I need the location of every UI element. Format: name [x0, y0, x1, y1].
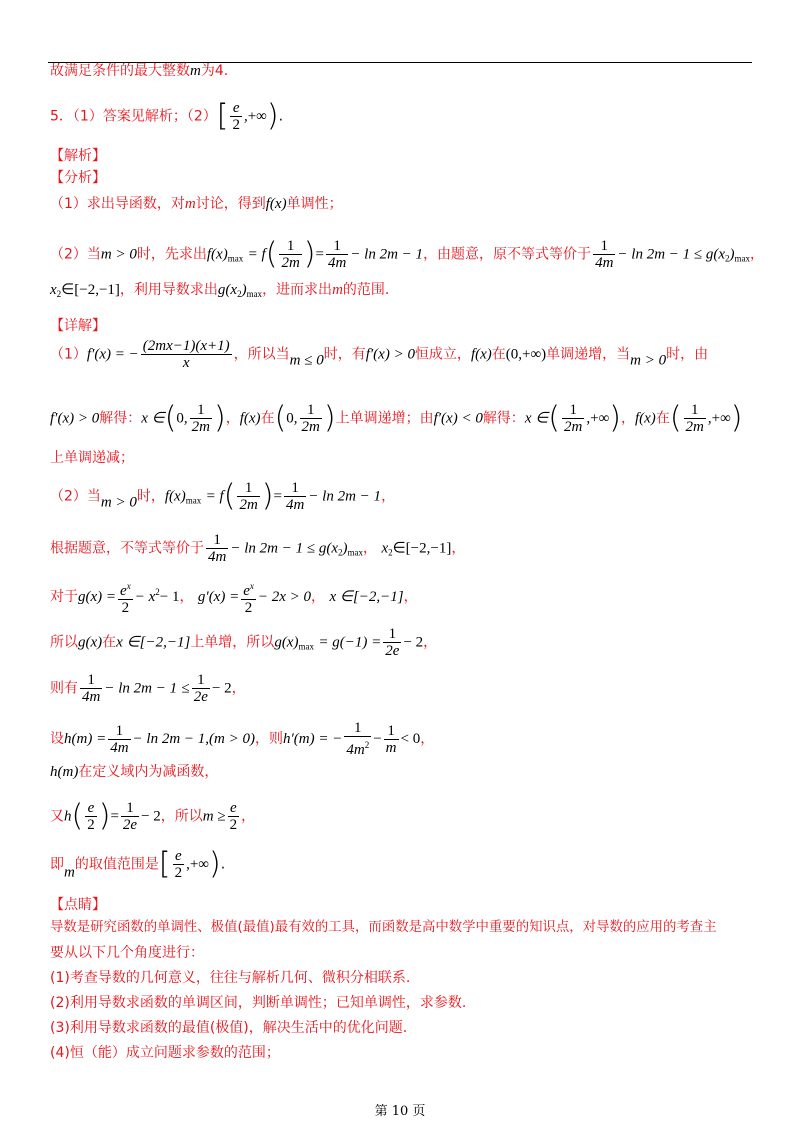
section-fenxi: 【分析】	[50, 170, 106, 186]
detail-3: 上单调递减；	[50, 450, 134, 466]
analysis-2: （2）当m > 0时，先求出$f(x)_{max} = f$( $\frac{1}{2m}$ )= $\frac{1}{4m}$ − ln 2m − 1，由题意，原不等式等价于 $\frac{1}{4m}$ − $\ln 2m - 1 \le g(x_2)_{max}$，	[50, 236, 765, 272]
detail-12: 即m的取值范围是[ $\frac{e}{2}$ ,+∞).	[50, 846, 226, 882]
detail-10: h(m)在定义域内为减函数，	[50, 764, 219, 780]
detail-4: （2）当m > 0时，$f(x)_{max} = f$( $\frac{1}{2m}$ )= $\frac{1}{4m}$ − ln 2m − 1，	[50, 478, 396, 514]
tip-paragraph-1: 导数是研究函数的单调性、极值(最值)最有效的工具，而函数是高中数学中重要的知识点，对导数的应用的考查主	[50, 920, 717, 935]
page-number: 第 10 页	[374, 1104, 426, 1119]
math-m: m	[190, 63, 201, 79]
detail-7: 所以g(x)在x ∈[−2,−1]上单增，所以$g(x)_{max} = g(-1)$ = $\frac{1}{2e}$ − 2，	[50, 626, 438, 659]
tip-item-2: (2)利用导数求函数的单调区间，判断单调性；已知单调性，求参数.	[50, 995, 467, 1011]
text: 为4.	[200, 63, 229, 79]
section-xiangjie: 【详解】	[50, 318, 106, 334]
section-jiexi: 【解析】	[50, 148, 106, 164]
detail-6: 对于g(x) = $\frac{e^x}{2}$ − $x^2- 1$， g′(x) = $\frac{e^x}{2}$ − 2x > 0， x ∈[−2,−1]，	[50, 578, 418, 616]
detail-11: 又h( $\frac{e}{2}$ )= $\frac{1}{2e}$ − 2，所以m ≥ $\frac{e}{2}$ ，	[50, 798, 256, 834]
answer-5: 5．（1）答案见解析；（2）[ $\frac{e}{2}$ ,+∞).	[50, 98, 284, 134]
detail-5: 根据题意，不等式等价于 $\frac{1}{4m}$ − $\ln 2m - 1 \le g(x_2)_{max}$， $x_2\in[-2,-1]$，	[50, 532, 466, 565]
detail-9: 设h(m) = $\frac{1}{4m}$ − ln 2m − 1,(m > 0)，则h′(m) = − $\frac{1}{4m^2}$ − $\frac{1}{m}$ < 0，	[50, 720, 435, 758]
conclusion-line	[50, 61, 228, 81]
analysis-1: （1）求出导函数，对m讨论，得到f(x)单调性；	[50, 196, 343, 212]
section-dianjing: 【点睛】	[50, 897, 106, 913]
text: 5．（1）答案见解析；（2）	[50, 108, 217, 125]
tip-item-3: (3)利用导数求函数的最值(极值)，解决生活中的优化问题.	[50, 1020, 408, 1036]
tip-item-4: (4)恒（能）成立问题求参数的范围；	[50, 1045, 280, 1061]
tip-item-1: (1)考查导数的几何意义，往往与解析几何、微积分相联系.	[50, 970, 411, 986]
detail-1: （1）f′(x) = − $\frac{(2mx-1)(x+1)}{x}$ ，所以当m ≤ 0时，有f′(x) > 0恒成立，f(x)在(0,+∞)单调递增，当m > 0时，由	[50, 338, 709, 371]
analysis-3: $x_2\in[-2,-1]$，利用导数求出$g(x_2)_{max}$，进而求出m的范围.	[50, 282, 390, 299]
detail-2: f′(x) > 0解得：x ∈(0, $\frac{1}{2m}$ )，f(x)在(0, $\frac{1}{2m}$ )上单调递增；由f′(x) < 0解得：x ∈( $\frac{1}{2m}$ ,+∞)，f(x)在( $\frac{1}{2m}$ ,+∞)	[50, 400, 743, 436]
tip-paragraph-2: 要从以下几个角度进行：	[50, 945, 204, 961]
text: 故满足条件的最大整数	[50, 63, 190, 79]
detail-8: 则有 $\frac{1}{4m}$ − ln 2m − 1 ≤ $\frac{1}{2e}$ − 2，	[50, 672, 246, 705]
